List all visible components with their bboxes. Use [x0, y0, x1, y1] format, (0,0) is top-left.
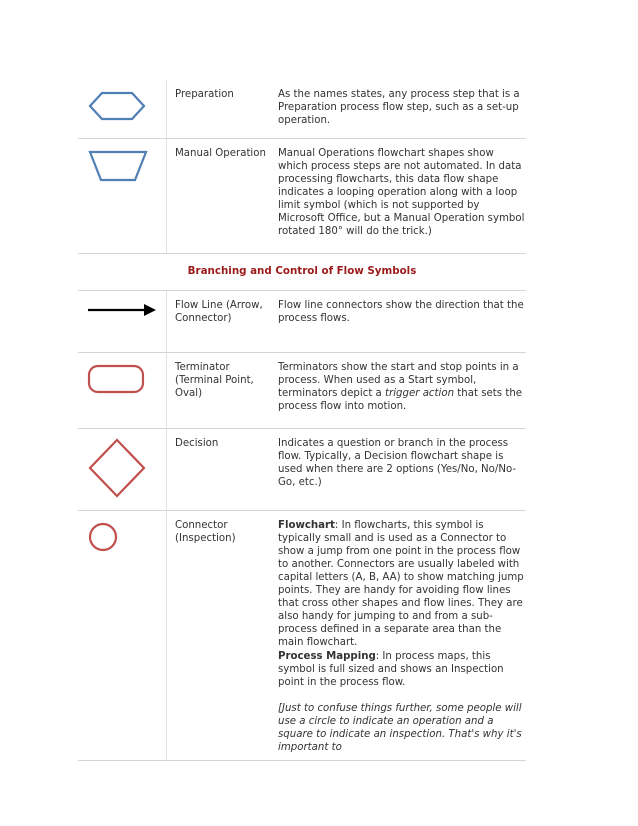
symbol-name: Manual Operation [167, 138, 271, 253]
process-mapping-label: Process Mapping [278, 650, 376, 662]
symbol-cell [78, 138, 167, 253]
note-paragraph: [Just to confuse things further, some people will use a circle to indicate an operation and a square to indicate an inspection. That's why it's important to [278, 702, 522, 754]
symbol-description: As the names states, any process step that is a Preparation process flow step, such as a set-up operation. [270, 80, 526, 138]
table-row-preparation [78, 80, 526, 138]
symbol-cell [78, 352, 167, 428]
flowchart-symbols-table-container [78, 80, 526, 761]
section-title: Branching and Control of Flow Symbols [78, 253, 526, 290]
process-mapping-text: : In process maps, this symbol is full sized and shows an Inspection point in the process flow. [278, 650, 504, 688]
table-row-connector [78, 510, 526, 761]
symbol-name: Preparation [167, 80, 271, 138]
symbol-name: Flow Line (Arrow, Connector) [167, 290, 271, 352]
trapezoid-icon [78, 147, 166, 191]
symbol-cell [78, 290, 167, 352]
symbol-name: Connector (Inspection) [167, 510, 271, 761]
symbol-description [270, 352, 526, 428]
circle-icon [78, 517, 166, 553]
table-row-manual-operation [78, 138, 526, 253]
description-emphasis: trigger action [385, 387, 455, 399]
arrow-icon [78, 295, 166, 325]
symbol-name: Terminator (Terminal Point, Oval) [167, 352, 271, 428]
process-mapping-paragraph [278, 650, 526, 689]
rounded-rectangle-icon [78, 361, 166, 401]
table-row-decision [78, 428, 526, 510]
flowchart-text: : In flowcharts, this symbol is typically small and is used as a Connector to show a jump from one point in the process flow to another. Connectors are usually labeled with capital letters (A, B, AA) to show matching jump points. They are handy for avoiding flow lines that cross other shapes and flow lines. They are also handy for jumping to and from a sub-process defined in a separate area than the main flowchart. [278, 519, 524, 649]
flowchart-paragraph [278, 519, 526, 650]
symbol-description: Manual Operations flowchart shapes show which process steps are not automated. In data processing flowcharts, this data flow shape indicates a looping operation along with a loop limit symbol (which is not supported by Microsoft Office, but a Manual Operation symbol rotated 180° will do the trick.) [270, 138, 526, 253]
description-text: that sets the process flow into motion. [278, 387, 523, 412]
symbol-name: Decision [167, 428, 271, 510]
symbol-description: Indicates a question or branch in the process flow. Typically, a Decision flowchart shape is used when there are 2 options (Yes/No, No/No-Go, etc.) [270, 428, 526, 510]
symbol-cell [78, 428, 167, 510]
description-text: Terminators show the start and stop points in a process. When used as a Start symbol, terminators depict a [278, 361, 519, 399]
flowchart-label: Flowchart [278, 519, 335, 531]
table-row-terminator [78, 352, 526, 428]
table-row-flow-line [78, 290, 526, 352]
hexagon-icon [78, 86, 166, 126]
symbol-cell [78, 510, 167, 761]
symbol-description [270, 510, 526, 761]
symbol-cell [78, 80, 167, 138]
flowchart-symbols-table [78, 80, 526, 761]
section-header-row [78, 253, 526, 290]
symbol-description: Flow line connectors show the direction that the process flows. [270, 290, 526, 352]
diamond-icon [78, 435, 166, 501]
